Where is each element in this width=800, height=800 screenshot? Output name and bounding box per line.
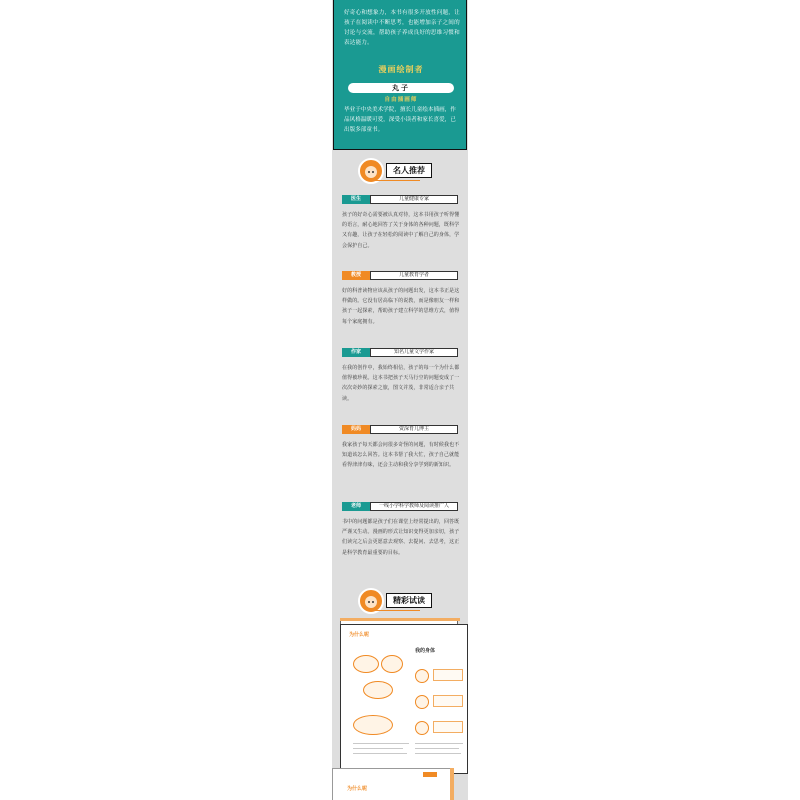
recommendation-item: [342, 348, 460, 404]
recommender-tag: 妈妈: [342, 425, 370, 434]
recommend-section-header: [332, 158, 468, 186]
sample-page-image[interactable]: [332, 768, 452, 800]
illustration-icon: [415, 721, 429, 735]
recommendation-text: 我家孩子每天都会问很多奇怪的问题，有时候我也不知道该怎么回答。这本书帮了我大忙，孩子自己就能看得津津有味，还会主动和我分享学到的新知识。: [342, 442, 460, 469]
illustration-icon: [415, 695, 429, 709]
sample-speech-box: [433, 669, 463, 681]
sample-page-logo: 为什么呢: [349, 632, 370, 638]
illustration-icon: [353, 655, 379, 673]
page-badge: [423, 772, 437, 777]
sample-text-line: [415, 743, 463, 744]
recommender-name: 儿童健康专家: [370, 195, 458, 204]
illustrator-heading: 漫画绘制者: [378, 65, 424, 74]
recommendation-item: [342, 425, 460, 471]
recommender-name: 资深育儿博主: [370, 425, 458, 434]
recommendation-text: 孩子的好奇心需要被认真对待，这本书用孩子听得懂的语言，耐心地回答了关于身体的各种问题，既科学又有趣，让孩子在轻松的阅读中了解自己的身体，学会保护自己。: [342, 212, 460, 249]
sample-page-logo: 为什么呢: [347, 786, 368, 792]
recommendation-item: [342, 195, 460, 251]
sample-page-edge: [340, 618, 460, 621]
product-detail-strip: [332, 0, 468, 800]
illustrator-subtitle: 自由插画师: [384, 97, 418, 103]
recommendation-item: [342, 271, 460, 327]
recommender-tag: 老师: [342, 502, 370, 511]
intro-text: 好奇心和想象力，本书有很多开放性问题，让孩子在阅读中不断思考，也能增加亲子之间的讨论与交流，帮助孩子养成良好的思维习惯和表达能力。: [344, 10, 460, 46]
sample-page-image[interactable]: [340, 624, 468, 774]
sample-page-edge: [450, 768, 454, 800]
sample-page-heading: 我的身体: [415, 648, 436, 654]
sample-text-line: [415, 753, 461, 754]
illustration-icon: [363, 681, 393, 699]
recommend-section-title: 名人推荐: [386, 163, 432, 178]
recommendation-text: 书中的问题都是孩子们在课堂上经常提出的，回答既严谨又生动。漫画的形式让知识变得更加亲切，孩子们读完之后会更愿意去观察、去提问、去思考，这正是科学教育最重要的目标。: [342, 519, 460, 556]
sample-speech-box: [433, 721, 463, 733]
recommender-tag: 医生: [342, 195, 370, 204]
sample-text-line: [353, 748, 403, 749]
intro-card: [333, 0, 467, 150]
recommender-name: 儿童教育学者: [370, 271, 458, 280]
illustrator-name: 丸子: [348, 83, 454, 93]
recommender-tag: 作家: [342, 348, 370, 357]
illustration-icon: [381, 655, 403, 673]
sample-section-header: [332, 588, 468, 616]
illustrator-bio: 毕业于中央美术学院，擅长儿童绘本插画，作品风格温暖可爱，深受小读者和家长喜爱，已出版多部童书。: [344, 107, 456, 133]
sample-text-line: [415, 748, 459, 749]
sample-section-title: 精彩试读: [386, 593, 432, 608]
recommender-tag: 教授: [342, 271, 370, 280]
sample-speech-box: [433, 695, 463, 707]
recommendation-text: 好的科普读物应该从孩子的问题出发，这本书正是这样做的。它没有居高临下的说教，而是像朋友一样和孩子一起探索，帮助孩子建立科学的思维方式，值得每个家庭拥有。: [342, 288, 460, 325]
recommender-name: 知名儿童文学作家: [370, 348, 458, 357]
illustration-icon: [353, 715, 393, 735]
section-divider: [372, 610, 420, 611]
recommendation-item: [342, 502, 460, 558]
illustration-icon: [415, 669, 429, 683]
sample-text-line: [353, 753, 407, 754]
section-divider: [372, 180, 420, 181]
recommendation-text: 在我的创作中，我始终相信，孩子的每一个为什么都值得被珍视。这本书把孩子天马行空的问题变成了一次次奇妙的探索之旅，图文并茂，非常适合亲子共读。: [342, 365, 460, 402]
sample-text-line: [353, 743, 409, 744]
recommender-name: 一线小学科学教师及阅读推广人: [370, 502, 458, 511]
